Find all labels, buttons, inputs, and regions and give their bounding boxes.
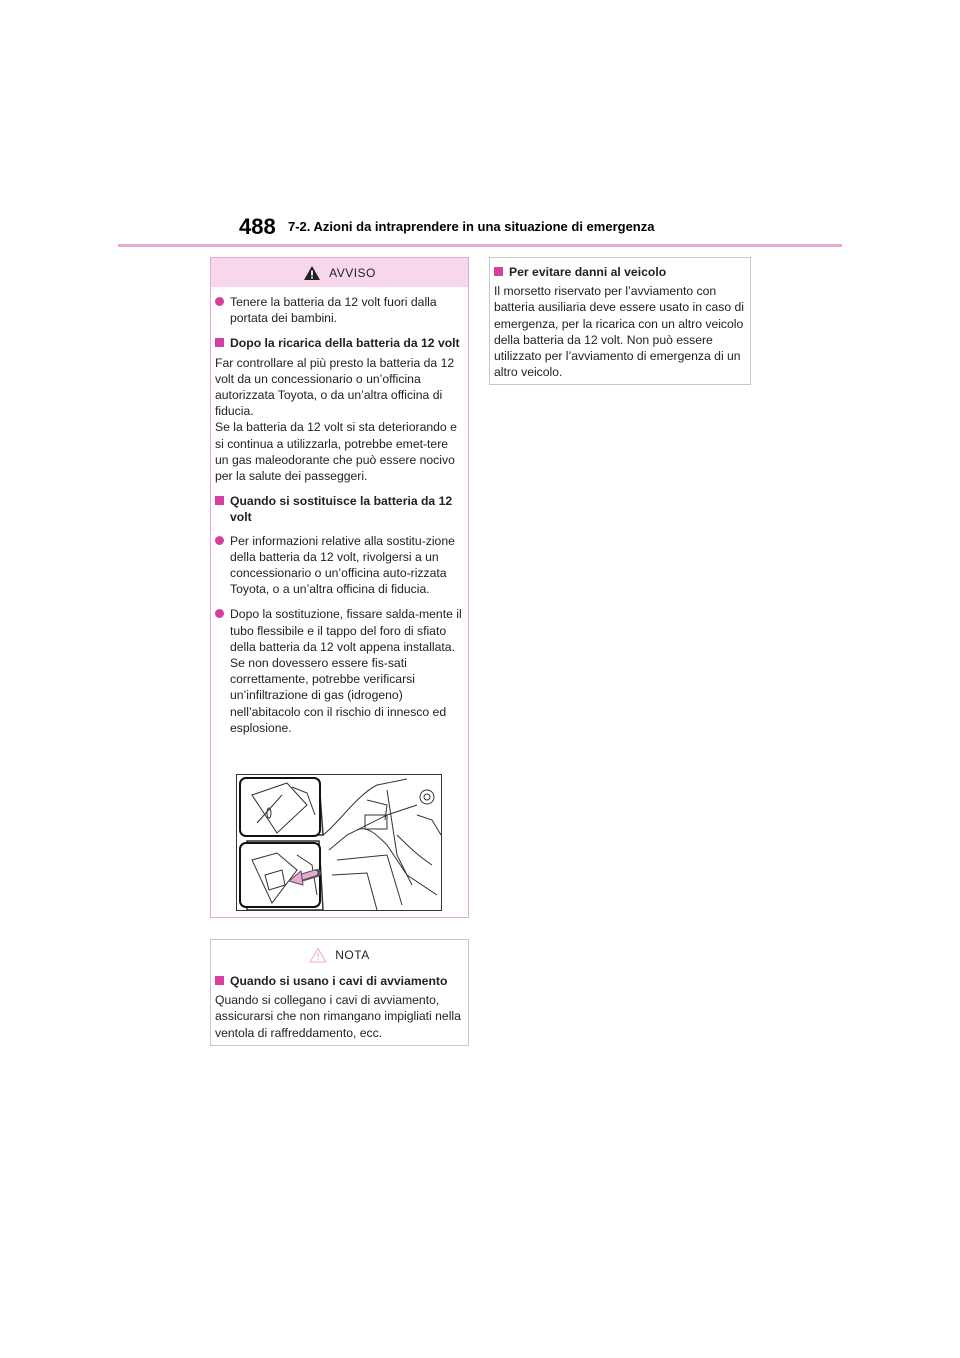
section-heading: Quando si usano i cavi di avviamento [230, 974, 448, 988]
paragraph: Far controllare al più presto la batteria da 12 volt da un concessionario o un’officina autorizzata Toyota, o da un’altra officina di fiducia. [215, 355, 455, 419]
list-item-text: Per informazioni relative alla sostitu-zione della batteria da 12 volt, rivolgersi a un concessionario o un’officina auto-rizzata Toyota, o a un’altra officina di fiducia. [230, 533, 455, 597]
note-box [210, 939, 469, 1046]
list-item [215, 606, 463, 736]
warning-header [211, 258, 468, 287]
list-item [215, 294, 463, 326]
circle-bullet-icon [215, 536, 224, 545]
warning-triangle-icon [303, 265, 321, 281]
square-bullet-icon [215, 338, 224, 347]
circle-bullet-icon [215, 609, 224, 618]
section-heading: Dopo la ricarica della batteria da 12 volt [230, 336, 460, 351]
note-header [211, 940, 468, 969]
section-heading-row [215, 973, 463, 989]
warning-item-text: Tenere la batteria da 12 volt fuori dalla portata dei bambini. [230, 295, 437, 326]
list-item [215, 533, 463, 598]
square-bullet-icon [494, 267, 503, 276]
circle-bullet-icon [215, 297, 224, 306]
note-title: NOTA [335, 947, 370, 962]
square-bullet-icon [215, 976, 224, 985]
section-title: 7-2. Azioni da intraprendere in una situazione di emergenza [288, 219, 655, 234]
square-bullet-icon [215, 496, 224, 505]
section-heading-row [215, 335, 463, 351]
battery-illustration [236, 774, 442, 911]
section-heading: Per evitare danni al veicolo [509, 265, 667, 279]
paragraph: Il morsetto riservato per l’avviamento con batteria ausiliaria deve essere usato in caso di emergenza, per la ricarica con un altro veicolo della batteria da 12 volt. Non può essere utilizzato per l’avviamento di emergenza di un altro veicolo. [494, 284, 744, 380]
side-box [489, 257, 751, 385]
warning-title: AVVISO [329, 265, 376, 280]
section-heading: Quando si sostituisce la batteria da 12 volt [230, 494, 453, 525]
section-heading-row [494, 264, 745, 280]
section-heading-row [215, 493, 463, 525]
paragraph: Quando si collegano i cavi di avviamento, assicurarsi che non rimangano impigliati nella ventola di raffreddamento, ecc. [215, 993, 461, 1040]
header-rule [118, 244, 842, 247]
caution-triangle-icon [309, 947, 327, 963]
list-item-text: Dopo la sostituzione, fissare salda-mente il tubo flessibile e il tappo del foro di sfiato della batteria da 12 volt appena installata. Se non dovessero essere fis-sati correttamente, potrebbe verificarsi un’infiltrazione di gas (idrogeno) nell’abitacolo con il rischio di innesco ed esplosione. [230, 607, 462, 735]
battery-illustration-drawing [237, 775, 441, 910]
paragraph: Se la batteria da 12 volt si sta deteriorando e si continua a utilizzarla, potrebbe emet-tere un gas maleodorante che può essere nocivo per la salute dei passeggeri. [215, 420, 457, 484]
page-number: 488 [239, 214, 276, 239]
